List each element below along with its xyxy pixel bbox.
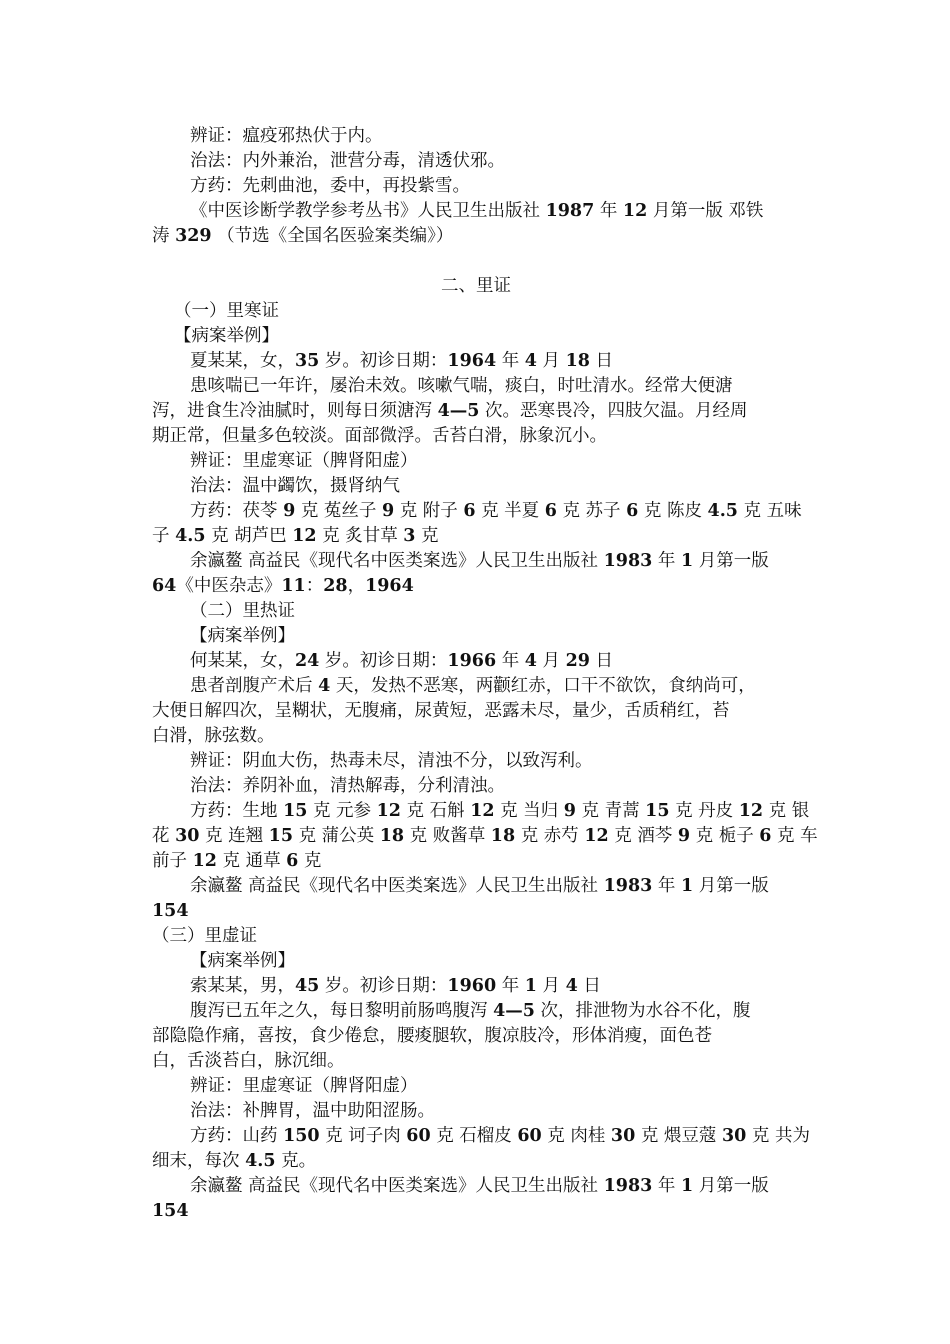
text-line: 辨证：里虚寒证（脾肾阳虚）	[190, 451, 418, 471]
text-line: 治法：温中蠲饮，摄肾纳气	[190, 476, 400, 496]
text-line: 方药：先刺曲池，委中，再投紫雪。	[190, 176, 470, 196]
text-line: 64《中医杂志》11：28，1964	[152, 576, 414, 596]
text-line: 部隐隐作痛，喜按，食少倦怠，腰痠腿软，腹凉肢冷，形体消瘦，面色苍	[152, 1026, 712, 1046]
text-line: 方药：茯苓 9 克 菟丝子 9 克 附子 6 克 半夏 6 克 苏子 6 克 陈皮 4.5 克 五味	[190, 501, 802, 521]
text-line: 《中医诊断学教学参考丛书》人民卫生出版社 1987 年 12 月第一版 邓铁	[190, 201, 764, 221]
case-heading: 【病案举例】	[174, 326, 279, 346]
text-line: 前子 12 克 通草 6 克	[152, 851, 322, 871]
text-line: 余瀛鳌 高益民《现代名中医类案选》人民卫生出版社 1983 年 1 月第一版	[190, 876, 769, 896]
text-line: 治法：补脾胃，温中助阳涩肠。	[190, 1101, 435, 1121]
text-line: 何某某，女，24 岁。初诊日期：1966 年 4 月 29 日	[190, 651, 614, 671]
text-line: 患者剖腹产术后 4 天，发热不恶寒，两颧红赤，口干不欲饮，食纳尚可，	[190, 676, 756, 696]
text-line: 154	[152, 901, 189, 921]
subsection-heading: （三）里虚证	[152, 926, 257, 946]
text-line: 方药：生地 15 克 元参 12 克 石斛 12 克 当归 9 克 青蒿 15 克 丹皮 12 克 银	[190, 801, 810, 821]
subsection-heading: （一）里寒证	[174, 301, 279, 321]
text-line: 方药：山药 150 克 诃子肉 60 克 石榴皮 60 克 肉桂 30 克 煨豆蔻 30 克 共为	[190, 1126, 810, 1146]
text-line: 泻，进食生冷油腻时，则每日须溏泻 4—5 次。恶寒畏冷，四肢欠温。月经周	[152, 401, 748, 421]
section-heading: 二、里证	[441, 276, 511, 296]
text-line: 辨证：里虚寒证（脾肾阳虚）	[190, 1076, 418, 1096]
text-line: 余瀛鳌 高益民《现代名中医类案选》人民卫生出版社 1983 年 1 月第一版	[190, 551, 769, 571]
text-line: 154	[152, 1201, 189, 1221]
text-line: 花 30 克 连翘 15 克 蒲公英 18 克 败酱草 18 克 赤芍 12 克 酒芩 9 克 栀子 6 克 车	[152, 826, 818, 846]
text-line: 治法：养阴补血，清热解毒，分利清浊。	[190, 776, 505, 796]
text-line: 辨证：瘟疫邪热伏于内。	[190, 126, 383, 146]
text-line: 期正常，但量多色较淡。面部微浮。舌苔白滑，脉象沉小。	[152, 426, 607, 446]
text-line: 白，舌淡苔白，脉沉细。	[152, 1051, 345, 1071]
text-line: 大便日解四次，呈糊状，无腹痛，尿黄短，恶露未尽，量少，舌质稍红，苔	[152, 701, 730, 721]
text-line: 患咳喘已一年许，屡治未效。咳嗽气喘，痰白，时吐清水。经常大便溏	[190, 376, 733, 396]
text-line: 子 4.5 克 胡芦巴 12 克 炙甘草 3 克	[152, 526, 439, 546]
text-line: 腹泻已五年之久，每日黎明前肠鸣腹泻 4—5 次，排泄物为水谷不化，腹	[190, 1001, 751, 1021]
text-line: 夏某某，女，35 岁。初诊日期：1964 年 4 月 18 日	[190, 351, 614, 371]
text-line: 治法：内外兼治，泄营分毒，清透伏邪。	[190, 151, 505, 171]
text-line: 辨证：阴血大伤，热毒未尽，清浊不分，以致泻利。	[190, 751, 593, 771]
text-line: 余瀛鳌 高益民《现代名中医类案选》人民卫生出版社 1983 年 1 月第一版	[190, 1176, 769, 1196]
case-heading: 【病案举例】	[190, 951, 295, 971]
text-line: 涛 329 （节选《全国名医验案类编》）	[152, 226, 454, 246]
text-line: 细末，每次 4.5 克。	[152, 1151, 317, 1171]
text-line: 白滑，脉弦数。	[152, 726, 275, 746]
text-line: 索某某，男，45 岁。初诊日期：1960 年 1 月 4 日	[190, 976, 601, 996]
subsection-heading: （二）里热证	[190, 601, 295, 621]
case-heading: 【病案举例】	[190, 626, 295, 646]
